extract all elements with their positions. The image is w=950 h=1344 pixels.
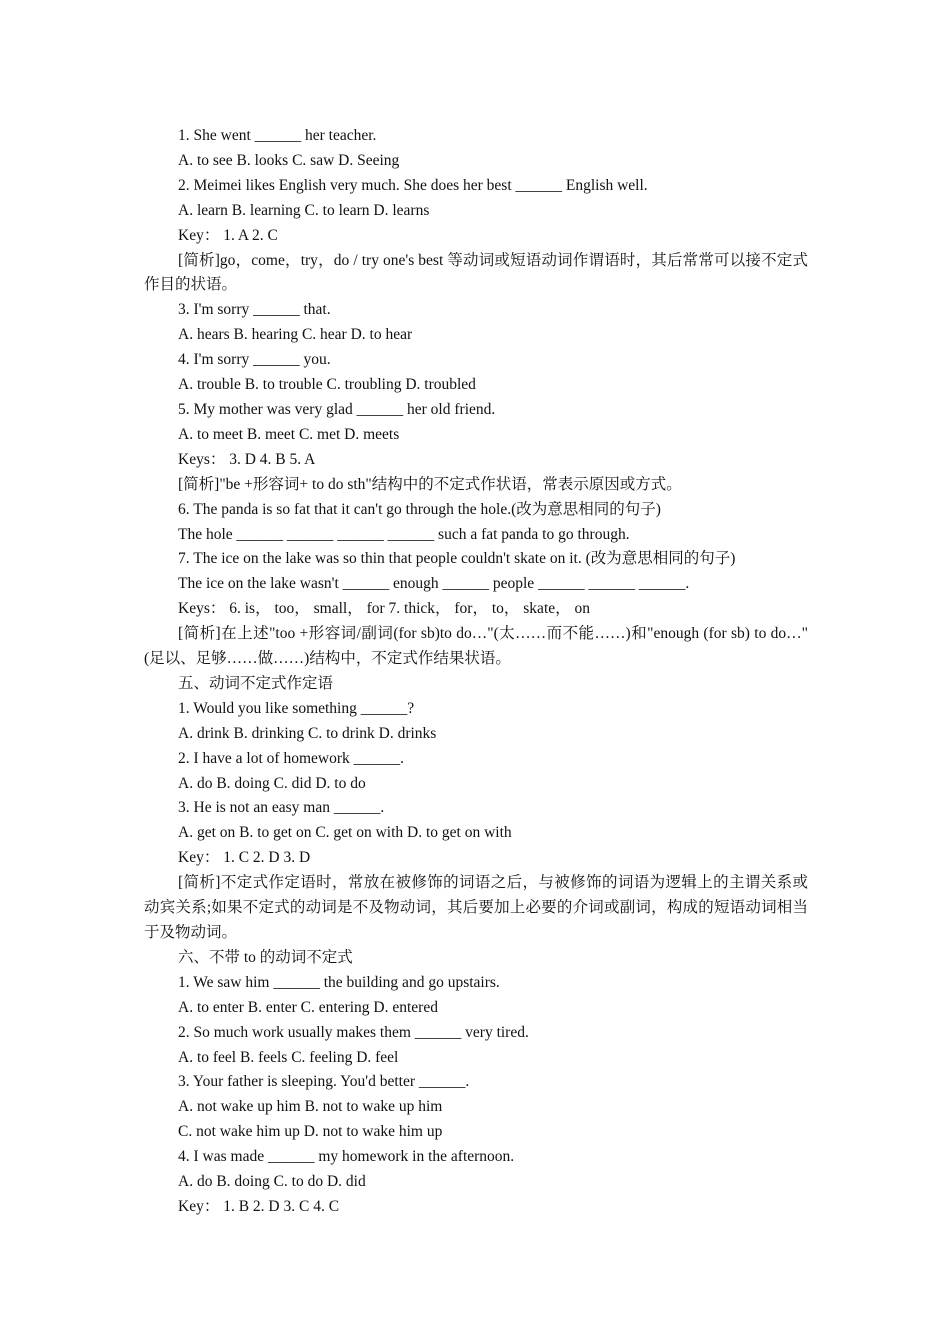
text-line: A. to enter B. enter C. entering D. entered — [178, 998, 438, 1016]
text-line: Key： 1. B 2. D 3. C 4. C — [178, 1197, 340, 1215]
text-line: A. not wake up him B. not to wake up him — [178, 1098, 443, 1116]
document-page — [144, 124, 808, 1220]
text-line: The hole ______ ______ ______ ______ such a fat panda to go through. — [178, 525, 630, 543]
analysis-paragraph: [简析]go，come，try，do / try one's best 等动词或短语动词作谓语时，其后常常可以接不定式作目的状语。 — [144, 251, 808, 294]
text-line: Keys： 3. D 4. B 5. A — [178, 450, 316, 468]
text-line: A. do B. doing C. to do D. did — [178, 1173, 366, 1191]
text-line: 4. I'm sorry ______ you. — [178, 351, 331, 369]
text-line: C. not wake him up D. not to wake him up — [178, 1123, 443, 1141]
analysis-paragraph: [简析]不定式作定语时，常放在被修饰的词语之后，与被修饰的词语为逻辑上的主谓关系或动宾关系;如果不定式的动词是不及物动词，其后要加上必要的介词或副词，构成的短语动词相当于及物动词。 — [144, 874, 808, 941]
text-line: A. hears B. hearing C. hear D. to hear — [178, 326, 413, 344]
text-line: 6. The panda is so fat that it can't go through the hole.(改为意思相同的句子) — [178, 500, 661, 518]
text-line: 4. I was made ______ my homework in the afternoon. — [178, 1148, 515, 1166]
text-line: 3. Your father is sleeping. You'd better ______. — [178, 1073, 470, 1091]
text-line: A. drink B. drinking C. to drink D. drinks — [178, 724, 437, 742]
text-line: A. to meet B. meet C. met D. meets — [178, 425, 400, 443]
text-line: [简析]"be +形容词+ to do sth"结构中的不定式作状语，常表示原因或方式。 — [178, 475, 682, 493]
text-line: 1. Would you like something ______? — [178, 699, 415, 717]
text-line: 3. He is not an easy man ______. — [178, 799, 385, 817]
text-line: 1. We saw him ______ the building and go upstairs. — [178, 973, 500, 991]
text-line: A. learn B. learning C. to learn D. learns — [178, 201, 430, 219]
text-line: A. trouble B. to trouble C. troubling D. troubled — [178, 376, 476, 394]
text-line: 3. I'm sorry ______ that. — [178, 301, 331, 319]
text-line: 7. The ice on the lake was so thin that people couldn't skate on it. (改为意思相同的句子) — [178, 550, 736, 568]
text-line: 五、动词不定式作定语 — [178, 674, 334, 692]
text-line: A. do B. doing C. did D. to do — [178, 774, 366, 792]
analysis-paragraph: [简析]在上述"too +形容词/副词(for sb)to do…"(太……而不能……)和"enough (for sb) to do…"(足以、足够……做……)结构中，不定式作结果状语。 — [144, 625, 808, 668]
text-line: The ice on the lake wasn't ______ enough ______ people ______ ______ ______. — [178, 575, 690, 593]
text-line: Key： 1. C 2. D 3. D — [178, 849, 311, 867]
text-line: 5. My mother was very glad ______ her old friend. — [178, 400, 496, 418]
text-line: 2. I have a lot of homework ______. — [178, 749, 404, 767]
text-line: 六、不带 to 的动词不定式 — [178, 948, 353, 966]
text-line: Keys： 6. is， too， small， for 7. thick， for， to， skate， on — [178, 600, 590, 618]
text-line: 2. Meimei likes English very much. She does her best ______ English well. — [178, 176, 648, 194]
text-line: A. to see B. looks C. saw D. Seeing — [178, 151, 400, 169]
text-line: A. get on B. to get on C. get on with D. to get on with — [178, 824, 512, 842]
text-line: 1. She went ______ her teacher. — [178, 127, 377, 144]
text-line: 2. So much work usually makes them ______ very tired. — [178, 1023, 529, 1041]
text-line: A. to feel B. feels C. feeling D. feel — [178, 1048, 399, 1066]
text-line: Key： 1. A 2. C — [178, 226, 278, 244]
